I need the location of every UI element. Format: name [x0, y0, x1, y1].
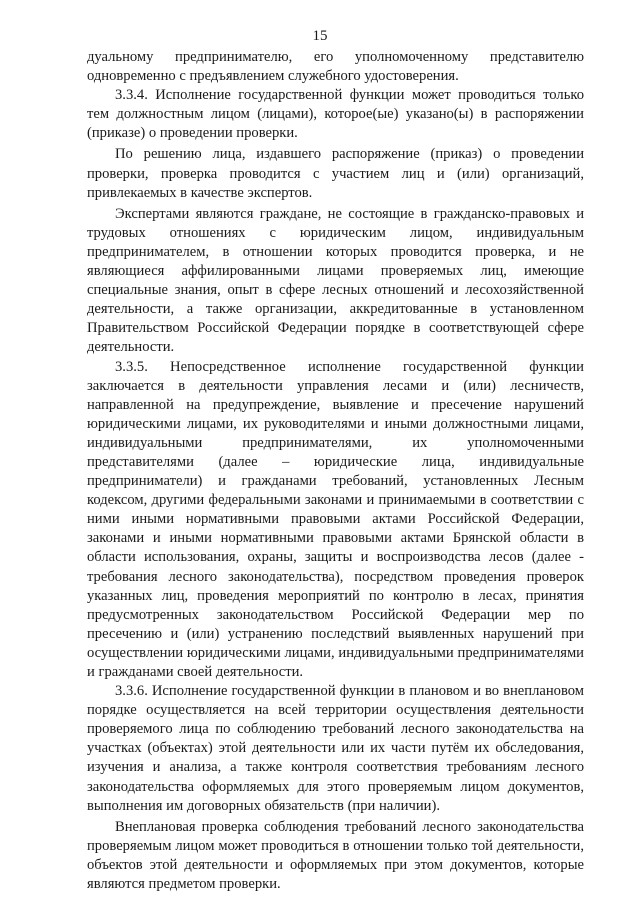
paragraph-3-3-4: 3.3.4. Исполнение государственной функции может проводиться только тем должностным лицом (лицами), которое(ые) указано(ы) в распоряжении (приказе) о проведении проверки. [87, 87, 584, 142]
paragraph-3-3-5: 3.3.5. Непосредственное исполнение государственной функции заключается в деятельности управления лесами и (или) лесничеств, направленной на предупреждение, выявление и пресечение нарушений юридическими лицами, их руководителями и иными должностными лицами, индивидуальными предпринимателями, их уполномоченными представителями (далее – юридические лица, индивидуальные предприниматели) и гражданами требований, установленных Лесным кодексом, другими федеральными законами и принимаемыми в соответствии с ними иными нормативными правовыми актами Российской Федерации, законами и иными нормативными правовыми актами Брянской области в области использования, охраны, защиты и воспроизводства лесов (далее - требования лесного законодательства), посредством проведения проверок указанных лиц, проведения мероприятий по контролю в лесах, принятия предусмотренных законодательством Российской Федерации мер по пресечению и (или) устранению последствий выявленных нарушений при осуществлении юридическими лицами, индивидуальными предпринимателями и гражданами своей деятельности. [87, 358, 584, 680]
paragraph-unscheduled-inspection: Внеплановая проверка соблюдения требований лесного законодательства проверяемым лицом может проводиться в отношении только той деятельности, объектов этой деятельности и оформляемых при этом документов, которые являются предметом проверки. [87, 818, 584, 893]
page-number: 15 [312, 28, 328, 44]
paragraph-3-3-6: 3.3.6. Исполнение государственной функции в плановом и во внеплановом порядке осуществляется на всей территории осуществления деятельности проверяемого лица по соблюдению требований лесного законодательства на участках (объектах) этой деятельности или их части путём их обследования, изучения и анализа, а также контроля соответствия требованиям лесного законодательства оформляемых для этого проверяемым лицом документов, выполнения им договорных обязательств (при наличии). [87, 683, 584, 814]
paragraph-experts-definition: Экспертами являются граждане, не состоящие в гражданско-правовых и трудовых отношениях с юридическим лицом, индивидуальным предпринимателем, в отношении которых проводится проверка, и не являющиеся аффилированными лицами проверяемых лиц, имеющие специальные знания, опыт в сфере лесных отношений и лесохозяйственной деятельности, а также организации, аккредитованные в установленном Правительством Российской Федерации порядке в соответствующей сфере деятельности. [87, 205, 584, 356]
paragraph-experts-decision: По решению лица, издавшего распоряжение (приказ) о проведении проверки, проверка проводится с участием лиц и (или) организаций, привлекаемых в качестве экспертов. [87, 146, 584, 201]
paragraph-continuation: дуальному предпринимателю, его уполномоченному представителю одновременно с предъявлением служебного удостоверения. [87, 49, 584, 85]
document-body [87, 48, 584, 894]
